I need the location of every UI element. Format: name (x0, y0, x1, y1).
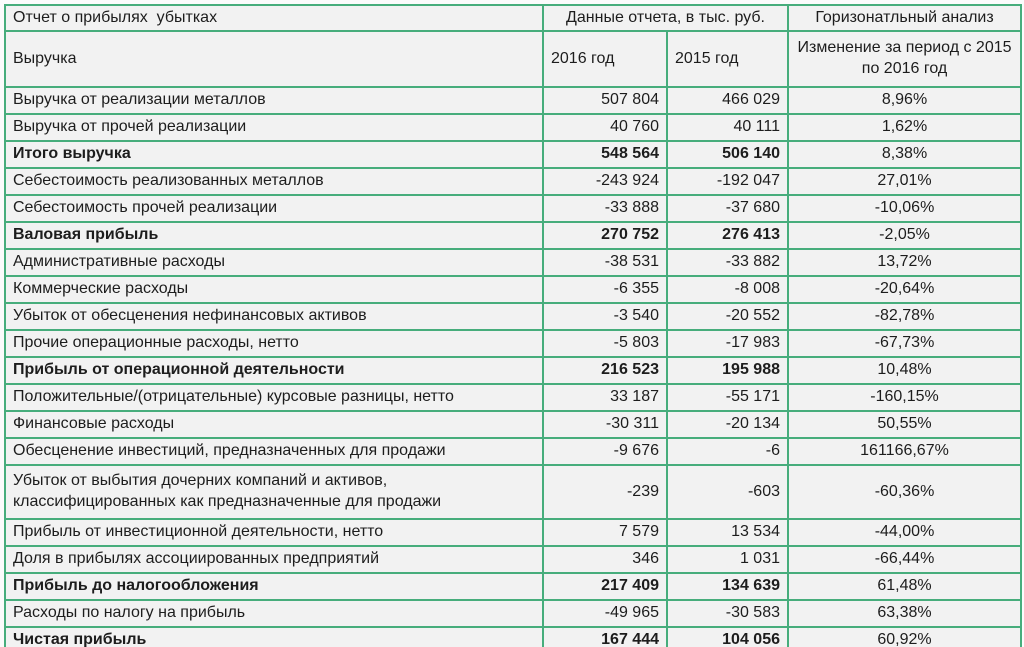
table-row (5, 627, 1021, 647)
table-row (5, 519, 1021, 546)
table-title[interactable] (5, 5, 543, 31)
row-label[interactable]: Себестоимость реализованных металлов (5, 168, 543, 195)
row-label[interactable]: Выручка от прочей реализации (5, 114, 543, 141)
row-label[interactable]: Итого выручка (5, 141, 543, 168)
value-change[interactable]: 8,96% (788, 87, 1021, 114)
row-label[interactable]: Убыток от выбытия дочерних компаний и активов, классифицированных как предназначенные для продажи (5, 465, 543, 519)
value-change[interactable]: -82,78% (788, 303, 1021, 330)
value-2015[interactable]: -20 552 (667, 303, 788, 330)
table-row (5, 411, 1021, 438)
row-label[interactable]: Финансовые расходы (5, 411, 543, 438)
value-2016[interactable]: 217 409 (543, 573, 667, 600)
table-row (5, 384, 1021, 411)
table-row (5, 195, 1021, 222)
value-change[interactable]: 10,48% (788, 357, 1021, 384)
value-change[interactable]: -10,06% (788, 195, 1021, 222)
row-label[interactable]: Административные расходы (5, 249, 543, 276)
value-2015[interactable]: -37 680 (667, 195, 788, 222)
table-row (5, 87, 1021, 114)
value-2016[interactable]: -243 924 (543, 168, 667, 195)
table-title-text: Отчет о прибылях убытках (13, 8, 218, 26)
value-change[interactable]: 61,48% (788, 573, 1021, 600)
value-2016[interactable]: -3 540 (543, 303, 667, 330)
value-change[interactable]: -2,05% (788, 222, 1021, 249)
value-2015[interactable]: -6 (667, 438, 788, 465)
row-label[interactable]: Положительные/(отрицательные) курсовые разницы, нетто (5, 384, 543, 411)
table-row (5, 438, 1021, 465)
value-change[interactable]: 13,72% (788, 249, 1021, 276)
table-row (5, 573, 1021, 600)
row-label[interactable]: Прибыль от инвестиционной деятельности, нетто (5, 519, 543, 546)
value-2015[interactable]: 466 029 (667, 87, 788, 114)
profit-loss-table (4, 4, 1022, 647)
table-row (5, 600, 1021, 627)
value-change[interactable]: 161166,67% (788, 438, 1021, 465)
value-2015[interactable]: -33 882 (667, 249, 788, 276)
value-2015[interactable]: -17 983 (667, 330, 788, 357)
value-2015[interactable]: -30 583 (667, 600, 788, 627)
value-change[interactable]: -44,00% (788, 519, 1021, 546)
value-2015[interactable]: 506 140 (667, 141, 788, 168)
table-row (5, 276, 1021, 303)
column-header-change[interactable]: Изменение за период с 2015 по 2016 год (788, 31, 1021, 87)
value-2016[interactable]: 33 187 (543, 384, 667, 411)
value-2015[interactable]: -20 134 (667, 411, 788, 438)
table-row (5, 222, 1021, 249)
value-2015[interactable]: -603 (667, 465, 788, 519)
table-row (5, 330, 1021, 357)
value-change[interactable]: 60,92% (788, 627, 1021, 647)
value-2016[interactable]: -33 888 (543, 195, 667, 222)
row-label[interactable]: Обесценение инвестиций, предназначенных для продажи (5, 438, 543, 465)
value-2015[interactable]: 1 031 (667, 546, 788, 573)
value-2016[interactable]: -38 531 (543, 249, 667, 276)
value-2016[interactable]: -9 676 (543, 438, 667, 465)
group-header-report-data[interactable]: Данные отчета, в тыс. руб. (543, 5, 788, 31)
value-2016[interactable]: 167 444 (543, 627, 667, 647)
table-body (5, 87, 1021, 647)
value-2015[interactable]: -55 171 (667, 384, 788, 411)
value-2016[interactable]: 40 760 (543, 114, 667, 141)
row-label[interactable]: Выручка от реализации металлов (5, 87, 543, 114)
row-label[interactable]: Прибыль до налогообложения (5, 573, 543, 600)
value-change[interactable]: -67,73% (788, 330, 1021, 357)
row-label[interactable]: Коммерческие расходы (5, 276, 543, 303)
value-2016[interactable]: 548 564 (543, 141, 667, 168)
group-header-horizontal-analysis[interactable]: Горизонатльный анализ (788, 5, 1021, 31)
value-2016[interactable]: -30 311 (543, 411, 667, 438)
value-2016[interactable]: -6 355 (543, 276, 667, 303)
table-row (5, 114, 1021, 141)
value-2015[interactable]: 276 413 (667, 222, 788, 249)
value-2015[interactable]: -8 008 (667, 276, 788, 303)
table-row (5, 249, 1021, 276)
value-change[interactable]: -60,36% (788, 465, 1021, 519)
row-label[interactable]: Чистая прибыль (5, 627, 543, 647)
row-label[interactable]: Прибыль от операционной деятельности (5, 357, 543, 384)
row-label[interactable]: Себестоимость прочей реализации (5, 195, 543, 222)
row-label[interactable]: Убыток от обесценения нефинансовых активов (5, 303, 543, 330)
value-2015[interactable]: 134 639 (667, 573, 788, 600)
value-change[interactable]: 50,55% (788, 411, 1021, 438)
row-label[interactable]: Доля в прибылях ассоциированных предприятий (5, 546, 543, 573)
value-2016[interactable]: 346 (543, 546, 667, 573)
value-2015[interactable]: 40 111 (667, 114, 788, 141)
table-row (5, 303, 1021, 330)
column-header-2015[interactable]: 2015 год (667, 31, 788, 87)
value-2016[interactable]: 507 804 (543, 87, 667, 114)
value-2015[interactable]: 104 056 (667, 627, 788, 647)
value-change[interactable]: -20,64% (788, 276, 1021, 303)
value-2016[interactable]: -49 965 (543, 600, 667, 627)
table-row (5, 357, 1021, 384)
value-2016[interactable]: -239 (543, 465, 667, 519)
value-2015[interactable]: -192 047 (667, 168, 788, 195)
value-2016[interactable]: 216 523 (543, 357, 667, 384)
row-label[interactable]: Валовая прибыль (5, 222, 543, 249)
section-label-revenue[interactable]: Выручка (5, 31, 543, 87)
value-change[interactable]: 63,38% (788, 600, 1021, 627)
value-2016[interactable]: 7 579 (543, 519, 667, 546)
value-change[interactable]: 27,01% (788, 168, 1021, 195)
value-2016[interactable]: 270 752 (543, 222, 667, 249)
value-change[interactable]: 1,62% (788, 114, 1021, 141)
value-change[interactable]: -66,44% (788, 546, 1021, 573)
value-2015[interactable]: 13 534 (667, 519, 788, 546)
header-row-groups (5, 5, 1021, 31)
table-row (5, 465, 1021, 519)
value-change[interactable]: -160,15% (788, 384, 1021, 411)
table-row (5, 168, 1021, 195)
value-2016[interactable]: -5 803 (543, 330, 667, 357)
table-row (5, 141, 1021, 168)
row-label[interactable]: Расходы по налогу на прибыль (5, 600, 543, 627)
row-label[interactable]: Прочие операционные расходы, нетто (5, 330, 543, 357)
column-header-2016[interactable]: 2016 год (543, 31, 667, 87)
table-row (5, 546, 1021, 573)
header-row-columns (5, 31, 1021, 87)
value-2015[interactable]: 195 988 (667, 357, 788, 384)
value-change[interactable]: 8,38% (788, 141, 1021, 168)
